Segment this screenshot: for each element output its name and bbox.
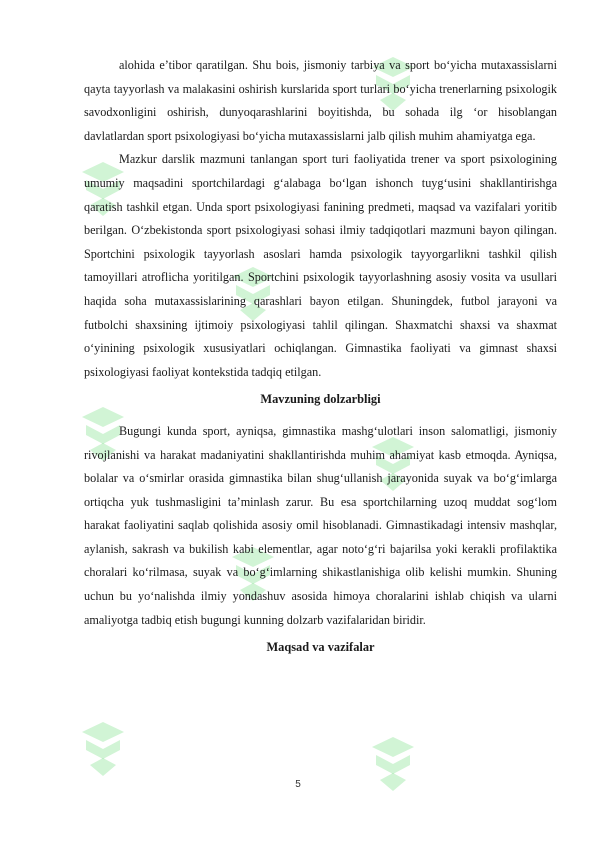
document-body — [84, 54, 557, 660]
page-number: 5 — [295, 779, 301, 790]
paragraph-content: Mazkur darslik mazmuni tanlangan sport turi faoliyatida trener va sport psixologining umumiy maqsadini sportchilardagi g‘alabaga bo‘lgan ishonch tuyg‘usini shakllantirishga qaratish tashkil etgan. Unda sport psixologiyasi fanining predmeti, maqsad va vazifalari yoritib berilgan. O‘zbekistonda sport psixologiyasi sohasi ilmiy tadqiqotlari mazmuni bayon qilingan. Sportchini psixologik tayyorlash asoslari hamda psixologik tayyorgarlikni tashkil qilish tamoyillari atroflicha yoritilgan. Sportchini psixologik tayyorlashning asosiy vosita va usullari haqida soha mutaxassislarining qarashlari bayon etilgan. Shuningdek, futbol jarayoni va futbolchi shaxsining ijtimoiy psixologiyasi tahlil qilingan. Shaxmatchi shaxsi va shaxmat o‘yinining psixologik xususiyatlari ochiqlangan. Gimnastika faoliyati va gimnast shaxsi psixologiyasi faoliyat kontekstida tadqiq etilgan. — [84, 152, 557, 379]
watermark-logo-icon — [80, 720, 126, 778]
section-heading-relevance: Mavzuning dolzarbligi — [260, 392, 381, 407]
paragraph-intro: alohida e’tibor qaratilgan. Shu bois, jismoniy tarbiya va sport bo‘yicha mutaxassislarni qayta tayyorlash va malakasini oshirish kurslarida sport turlari bo‘yicha trenerlarning psixologik savodxonligini oshirish, dunyoqarashlarini boyitishda, bu sohada ilg ‘or hisoblangan davlatlardan sport psixologiyasi bo‘yicha mutaxassislarni jalb qilish muhim ahamiyatga ega. — [84, 58, 557, 143]
paragraph-relevance: Bugungi kunda sport, ayniqsa, gimnastika mashg‘ulotlari inson salomatligi, jismoniy rivojlanishi va harakat madaniyatini shakllantirishda muhim ahamiyat kasb etmoqda. Ayniqsa, bolalar va o‘smirlar orasida gimnastika bilan shug‘ullanish jarayonida suyak va bo‘g‘imlarga ortiqcha yuk tushmasligini ta’minlash zarur. Bu esa sportchilarning uzoq muddat sog‘lom harakat faoliyatini saqlab qolishida asosiy omil hisoblanadi. Gimnastikadagi intensiv mashqlar, aylanish, sakrash va bukilish kabi elementlar, agar noto‘g‘ri bajarilsa yoki kerakli profilaktika choralari ko‘rilmasa, suyak va bo‘g‘imlarning shikastlanishiga olib kelishi mumkin. Shuning uchun bu yo‘nalishda ilmiy yondashuv asosida himoya choralarini ishlab chiqish va ularni amaliyotga tadbiq etish bugungi kunning dolzarb vazifalaridan biridir. — [84, 423, 557, 627]
section-heading-goals: Maqsad va vazifalar — [266, 640, 375, 655]
